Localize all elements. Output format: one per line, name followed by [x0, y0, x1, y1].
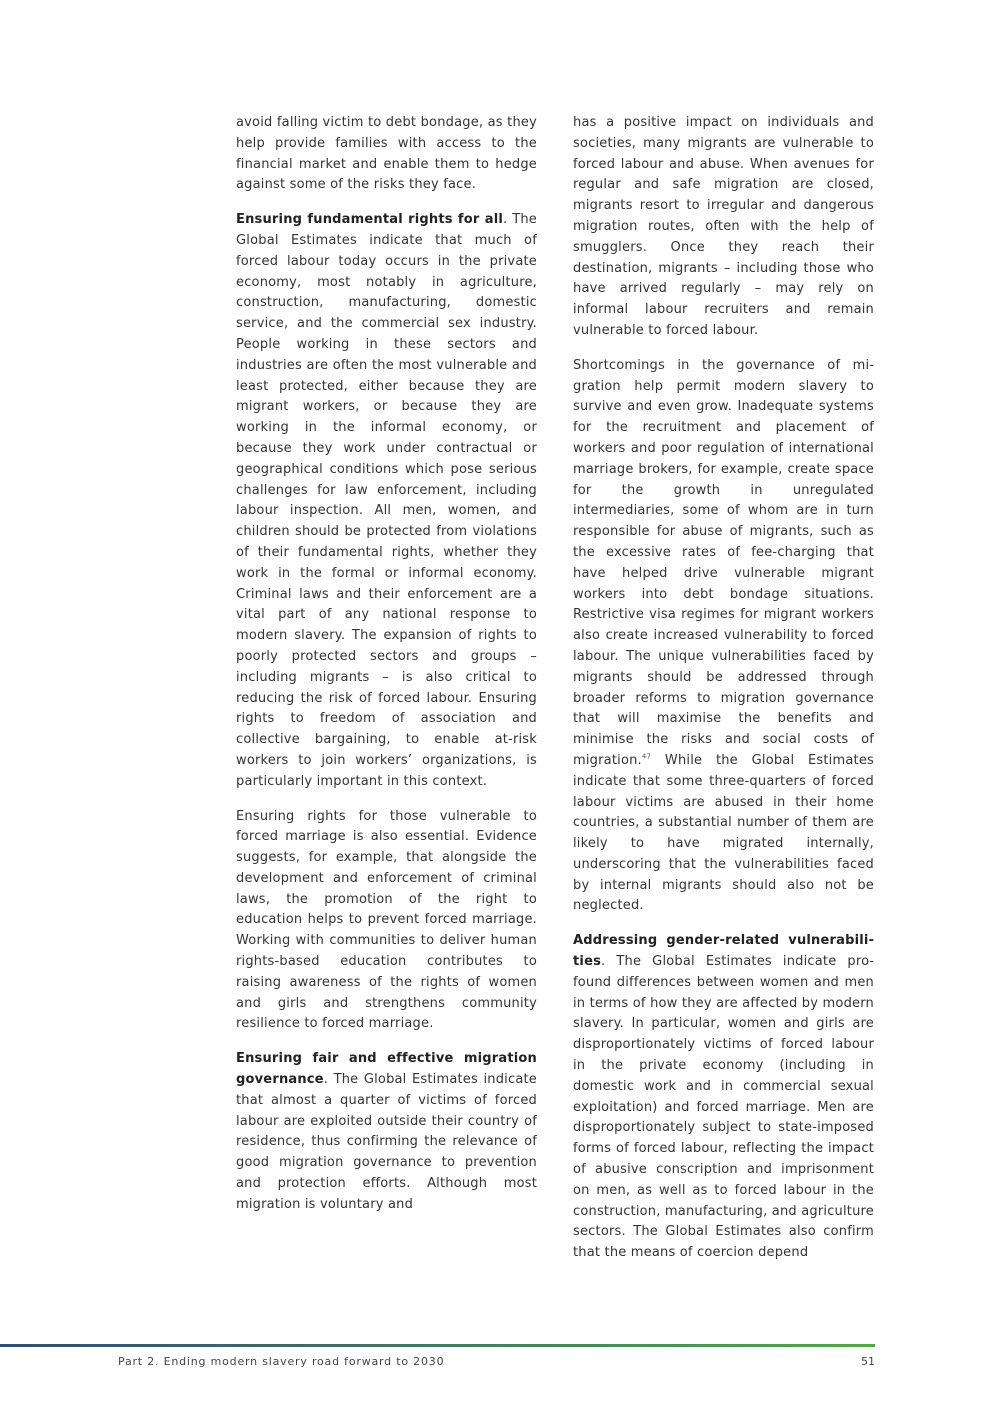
footer-title: Part 2. Ending modern slavery road forward to 2030: [118, 1355, 445, 1368]
paragraph-heading: Addressing gender-related vulnerabilities: [573, 933, 874, 970]
paragraph: Addressing gender-related vulnerabilities. The Global Estimates indicate profound differences between women and men in terms of how they are affected by modern slavery. In particular, women and girls are disproportionately victims of forced labour in the private economy (including in domestic work and in commercial sexual exploitation) and forced marriage. Men are disproportionately subject to state-imposed forms of forced labour, reflecting the impact of abusive conscription and imprisonment on men, as well as to forced labour in the construction, manufacturing, and agriculture sectors. The Global Estimates also confirm that the means of coercion depend: [573, 933, 874, 1261]
paragraph: avoid falling victim to debt bondage, as they help provide families with access to the financial market and enable them to hedge against some of the risks they face.: [236, 115, 537, 193]
left-column: [236, 113, 537, 1230]
paragraph: Ensuring fair and effective migration governance. The Global Estimates indicate that almost a quarter of victims of forced labour are exploited outside their country of residence, thus confirming the relevance of good migration governance to prevention and protection efforts. Although most migration is voluntary and: [236, 1051, 537, 1212]
paragraph: Shortcomings in the governance of migration help permit modern slavery to survive and even grow. Inadequate systems for the recruitment and placement of workers and poor regulation of international marriage brokers, for example, create space for the growth in unregulated intermediaries, some of whom are in turn responsible for abuse of migrants, such as the excessive rates of fee-charging that have helped drive vulnerable migrant workers into debt bondage situations. Restrictive visa regimes for migrant workers also create increased vulnerability to forced labour. The unique vulnerabilities faced by migrants should be addressed through broader reforms to migration governance that will maximise the benefits and minimise the risks and social costs of migration.$^{47}$ While the Global Estimates indicate that some three-quarters of forced labour victims are abused in their home countries, a substantial number of them are likely to have migrated internally, underscoring that the vulnerabilities faced by internal migrants should also not be neglected.: [573, 357, 874, 914]
paragraph-heading: Ensuring fundamental rights for all: [236, 212, 504, 228]
footnote-reference[interactable]: 47: [641, 752, 652, 761]
paragraph: Ensuring rights for those vulnerable to forced marriage is also essential. Evidence suggests, for example, that alongside the development and enforcement of criminal laws, the promotion of the right to education helps to prevent forced marriage. Working with communities to deliver human rights-based education contributes to raising awareness of the rights of women and girls and strengthens community resilience to forced marriage.: [236, 808, 537, 1032]
paragraph-heading: Ensuring fair and effective migration governance: [236, 1051, 537, 1088]
right-column: [573, 113, 874, 1278]
paragraph: Ensuring fundamental rights for all. The Global Estimates indicate that much of forced labour today occurs in the private economy, most notably in agriculture, construction, manufacturing, domestic service, and the commercial sex industry. People working in these sectors and industries are often the most vulnerable and least protected, either because they are migrant workers, or because they are working in the informal economy, or because they work under contractual or geographical conditions which pose serious challenges for law enforcement, including labour inspection. All men, women, and children should be protected from violations of their fundamental rights, whether they work in the formal or informal economy. Criminal laws and their enforcement are a vital part of any national response to modern slavery. The expansion of rights to poorly protected sectors and groups – including migrants – is also critical to reducing the risk of forced labour. Ensuring rights to freedom of association and collective bargaining, to enable at-risk workers to join workers’ organizations, is particularly important in this context.: [236, 212, 537, 789]
page-number: 51: [861, 1355, 875, 1368]
footer-rule: [0, 1344, 875, 1347]
paragraph: has a positive impact on individuals and societies, many migrants are vulnerable to forced labour and abuse. When avenues for regular and safe migration are closed, migrants resort to irregular and dangerous migration routes, often with the help of smugglers. Once they reach their destination, migrants – including those who have arrived regularly – may rely on informal labour recruiters and remain vulnerable to forced labour.: [573, 115, 874, 338]
